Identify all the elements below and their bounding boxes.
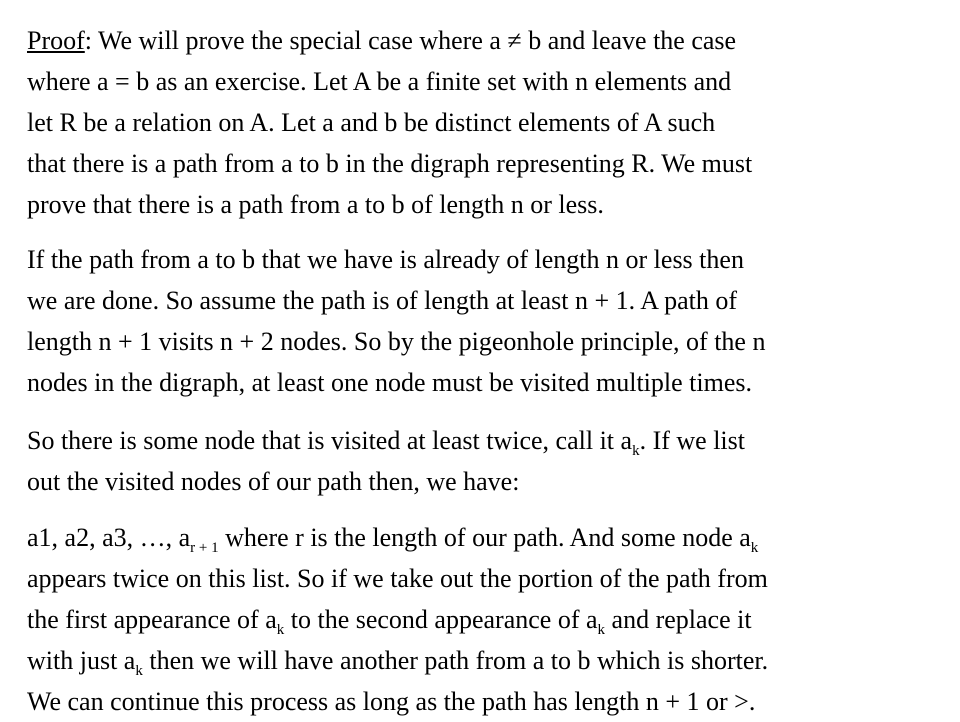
subscript: k (632, 443, 640, 459)
text-line: we are done. So assume the path is of length at least n + 1. A path of (27, 286, 738, 315)
text-line: nodes in the digraph, at least one node must be visited multiple times. (27, 368, 752, 397)
text-segment: then we will have another path from a to b which is shorter. (142, 646, 769, 675)
text-segment: where r is the length of our path. And some node a (218, 523, 751, 552)
text-line: prove that there is a path from a to b of length n or less. (27, 190, 604, 219)
text-line: appears twice on this list. So if we take out the portion of the path from (27, 564, 768, 593)
text-line (27, 420, 952, 461)
text-line: that there is a path from a to b in the digraph representing R. We must (27, 149, 753, 178)
text-line: length n + 1 visits n + 2 nodes. So by the pigeonhole principle, of the n (27, 327, 766, 356)
subscript: k (135, 663, 143, 679)
text-line (27, 640, 952, 681)
text-line: We can continue this process as long as the path has length n + 1 or >. (27, 687, 756, 716)
text-segment: a1, a2, a3, …, a (27, 523, 191, 552)
pigeonhole-paragraph (27, 239, 952, 403)
text-segment: with just a (27, 646, 136, 675)
text-line: where a = b as an exercise. Let A be a finite set with n elements and (27, 67, 732, 96)
proof-label: Proof (27, 26, 85, 55)
text-line: let R be a relation on A. Let a and b be distinct elements of A such (27, 108, 716, 137)
text-line (27, 20, 952, 61)
text-line: If the path from a to b that we have is already of length n or less then (27, 245, 744, 274)
text-segment: . If we list (639, 426, 745, 455)
text-line (27, 599, 952, 640)
subscript: k (750, 540, 759, 556)
proof-paragraph (27, 20, 952, 225)
text-line: out the visited nodes of our path then, we have: (27, 467, 520, 496)
subscript: k (597, 622, 606, 638)
repeated-node-paragraph (27, 420, 952, 502)
text-segment: So there is some node that is visited at least twice, call it a (27, 426, 633, 455)
text-segment: : We will prove the special case where a ≠ b and leave the case (84, 26, 737, 55)
text-segment: and replace it (605, 605, 752, 634)
shortening-paragraph (27, 517, 952, 722)
text-segment: to the second appearance of a (284, 605, 598, 634)
text-line (27, 517, 952, 558)
subscript: k (276, 622, 285, 638)
text-segment: the first appearance of a (27, 605, 277, 634)
subscript: r + 1 (190, 540, 219, 556)
